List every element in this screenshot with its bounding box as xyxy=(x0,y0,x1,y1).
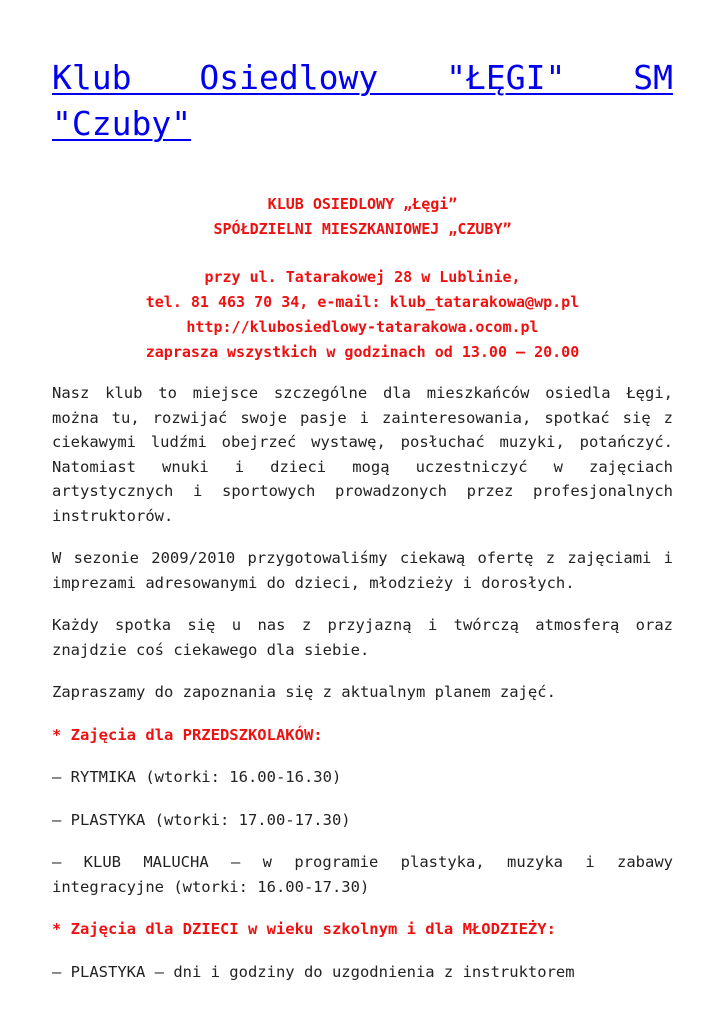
list-item: – PLASTYKA – dni i godziny do uzgodnienia z instruktorem xyxy=(52,962,575,981)
list-item: – RYTMIKA (wtorki: 16.00-16.30) xyxy=(52,768,342,786)
list-item: – KLUB MALUCHA – w programie plastyka, muzyka i zabawy integracyjne (wtorki: 16.00-17.30) xyxy=(52,853,673,896)
document-page xyxy=(52,0,673,984)
school-heading: * Zajęcia dla DZIECI w wieku szkolnym i dla MŁODZIEŻY: xyxy=(52,920,556,938)
club-contact: tel. 81 463 70 34, e-mail: klub_tatarakowa@wp.pl xyxy=(145,293,580,311)
header-spacer xyxy=(52,242,673,265)
preschool-heading: * Zajęcia dla PRZEDSZKOLAKÓW: xyxy=(52,725,323,744)
invite-paragraph: Zapraszamy do zapoznania się z aktualnym planem zajęć. xyxy=(52,683,556,701)
club-name: KLUB OSIEDLOWY „Łęgi” xyxy=(267,195,458,213)
club-address: przy ul. Tatarakowej 28 w Lublinie, xyxy=(204,268,521,286)
page-title-link[interactable]: Klub Osiedlowy "ŁĘGI" SM "Czuby" xyxy=(52,58,673,143)
atmosphere-paragraph: Każdy spotka się u nas z przyjazną i twórczą atmosferą oraz znajdzie coś ciekawego dla siebie. xyxy=(52,616,673,659)
page-title xyxy=(52,0,673,147)
season-paragraph: W sezonie 2009/2010 przygotowaliśmy ciekawą ofertę z zajęciami i imprezami adresowanymi do dzieci, młodzieży i dorosłych. xyxy=(52,549,673,592)
list-item: – PLASTYKA (wtorki: 17.00-17.30) xyxy=(52,810,351,829)
club-header xyxy=(52,192,673,365)
club-website: http://klubosiedlowy-tatarakowa.ocom.pl xyxy=(186,318,539,336)
intro-paragraph: Nasz klub to miejsce szczególne dla mieszkańców osiedla Łęgi, można tu, rozwijać swoje pasje i zainteresowania, spotkać się z ciekawymi ludźmi obejrzeć wystawę, posłuchać muzyki, potańczyć. Natomiast wnuki i dzieci mogą uczestniczyć w zajęciach artystycznych i sportowych prowadzonych przez profesjonalnych instruktorów. xyxy=(52,384,673,525)
cooperative-name: SPÓŁDZIELNI MIESZKANIOWEJ „CZUBY” xyxy=(213,220,512,238)
club-hours: zaprasza wszystkich w godzinach od 13.00 – 20.00 xyxy=(145,343,580,361)
